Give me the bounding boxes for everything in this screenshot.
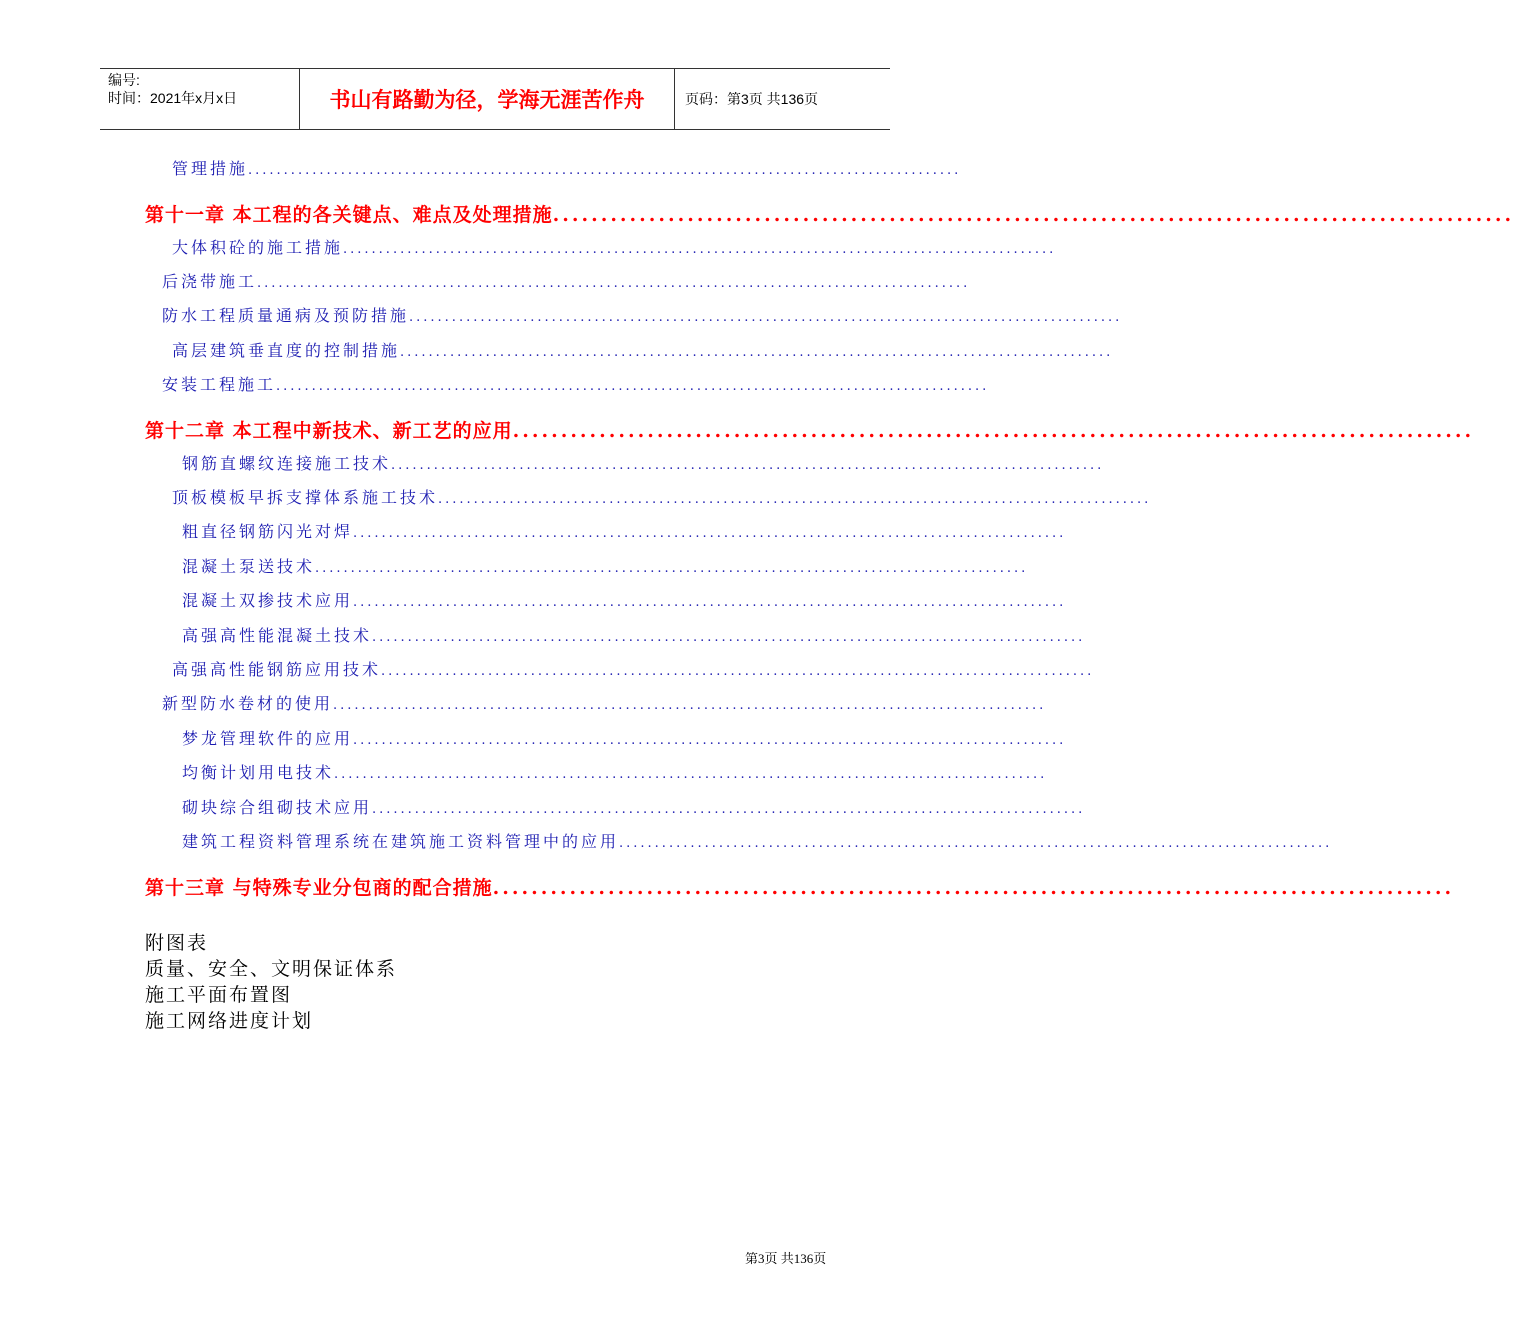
- header-meta: [100, 69, 300, 129]
- toc-entry[interactable]: [182, 829, 1333, 852]
- toc-entry-label: 均衡计划用电技术: [182, 763, 335, 782]
- toc-entry-label: 混凝土泵送技术: [182, 557, 316, 576]
- toc-entry-label: 顶板模板早拆支撑体系施工技术: [172, 488, 439, 507]
- toc-leader-dots: ....................................................................................................: [315, 561, 1029, 576]
- toc-entry[interactable]: [162, 303, 1123, 326]
- toc-leader-dots: ....................................................................................................: [353, 526, 1067, 541]
- toc-entry[interactable]: [182, 588, 1067, 611]
- appendix-title: 附图表: [145, 932, 209, 954]
- header-number: 编号:: [108, 72, 140, 88]
- toc-entry-label: 管理措施: [172, 159, 249, 178]
- toc-entry-label: 建筑工程资料管理系统在建筑施工资料管理中的应用: [182, 832, 620, 851]
- appendix-list: [145, 930, 397, 1034]
- toc-entry[interactable]: [182, 623, 1086, 646]
- toc-leader-dots: ....................................................................................................: [276, 379, 990, 394]
- toc-entry-label: 安装工程施工: [162, 375, 277, 394]
- toc-chapter[interactable]: [145, 200, 1514, 227]
- toc-leader-dots: ....................................................................................................: [333, 698, 1047, 713]
- toc-entry-label: 粗直径钢筋闪光对焊: [182, 522, 354, 541]
- toc-entry-label: 梦龙管理软件的应用: [182, 729, 354, 748]
- toc-leader-dots: ....................................................................................................: [372, 802, 1086, 817]
- toc-entry-label: 高层建筑垂直度的控制措施: [172, 341, 401, 360]
- toc-entry[interactable]: [172, 156, 962, 179]
- toc-leader-dots: ....................................................................................................: [492, 877, 1455, 899]
- toc-leader-dots: ....................................................................................................: [248, 163, 962, 178]
- toc-entry-label: 新型防水卷材的使用: [162, 694, 334, 713]
- toc-entry[interactable]: [182, 519, 1067, 542]
- toc-leader-dots: ....................................................................................................: [353, 733, 1067, 748]
- header-page-number: 页码：第3页 共136页: [685, 91, 819, 107]
- toc-entry[interactable]: [182, 726, 1067, 749]
- toc-leader-dots: ....................................................................................................: [400, 345, 1114, 360]
- toc-entry-label: 高强高性能混凝土技术: [182, 626, 373, 645]
- toc-entry[interactable]: [182, 451, 1105, 474]
- toc-entry[interactable]: [162, 269, 971, 292]
- toc-leader-dots: ....................................................................................................: [512, 420, 1475, 442]
- toc-entry-label: 后浇带施工: [162, 272, 258, 291]
- page-footer: 第3页 共136页: [745, 1251, 827, 1266]
- toc-entry[interactable]: [182, 760, 1048, 783]
- header-motto: 书山有路勤为径，学海无涯苦作舟: [300, 69, 675, 129]
- appendix-item: 施工平面布置图: [145, 984, 293, 1006]
- toc-chapter[interactable]: [145, 416, 1475, 443]
- toc-entry[interactable]: [172, 338, 1114, 361]
- toc-chapter[interactable]: [145, 873, 1455, 900]
- toc-leader-dots: ....................................................................................................: [353, 595, 1067, 610]
- toc-entry[interactable]: [182, 554, 1029, 577]
- toc-leader-dots: ....................................................................................................: [334, 767, 1048, 782]
- toc-entry[interactable]: [172, 657, 1095, 680]
- toc-entry-label: 钢筋直螺纹连接施工技术: [182, 454, 392, 473]
- toc-leader-dots: ....................................................................................................: [409, 310, 1123, 325]
- toc-entry[interactable]: [182, 795, 1086, 818]
- toc-leader-dots: ....................................................................................................: [552, 204, 1514, 226]
- toc-leader-dots: ....................................................................................................: [619, 836, 1333, 851]
- toc-entry-label: 砌块综合组砌技术应用: [182, 798, 373, 817]
- toc-entry-label: 大体积砼的施工措施: [172, 238, 344, 257]
- page-header: [100, 68, 890, 130]
- toc-leader-dots: ....................................................................................................: [343, 242, 1057, 257]
- toc-chapter-label: 第十三章 与特殊专业分包商的配合措施: [145, 877, 493, 899]
- appendix-item: 质量、安全、文明保证体系: [145, 958, 398, 980]
- toc-entry[interactable]: [162, 372, 990, 395]
- toc-entry[interactable]: [162, 691, 1047, 714]
- header-date: 时间：2021年x月x日: [108, 90, 238, 106]
- toc-entry-label: 高强高性能钢筋应用技术: [172, 660, 382, 679]
- toc-chapter-label: 第十二章 本工程中新技术、新工艺的应用: [145, 420, 513, 442]
- toc-entry[interactable]: [172, 235, 1057, 258]
- toc-leader-dots: ....................................................................................................: [381, 664, 1095, 679]
- toc-leader-dots: ....................................................................................................: [391, 458, 1105, 473]
- toc-chapter-label: 第十一章 本工程的各关键点、难点及处理措施: [145, 204, 553, 226]
- toc-leader-dots: ....................................................................................................: [372, 630, 1086, 645]
- toc-leader-dots: ....................................................................................................: [257, 276, 971, 291]
- toc-leader-dots: ....................................................................................................: [438, 492, 1152, 507]
- toc-entry-label: 混凝土双掺技术应用: [182, 591, 354, 610]
- appendix-item: 施工网络进度计划: [145, 1010, 314, 1032]
- toc-entry-label: 防水工程质量通病及预防措施: [162, 306, 410, 325]
- toc-entry[interactable]: [172, 485, 1152, 508]
